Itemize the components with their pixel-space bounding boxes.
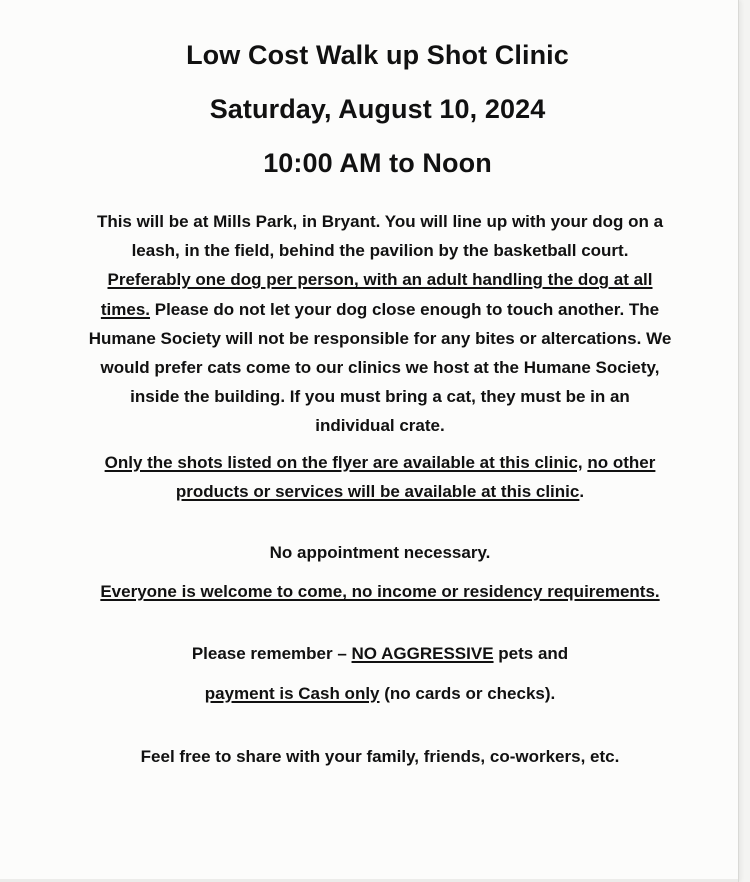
rule-underlined-text: Preferably one dog per person, with an adult handling the dog at all bbox=[107, 270, 653, 290]
everyone-welcome-text bbox=[42, 577, 718, 606]
payment-suffix: (no cards or checks). bbox=[379, 683, 556, 703]
shots-line-1 bbox=[42, 448, 718, 477]
title-line-1: Low Cost Walk up Shot Clinic bbox=[186, 40, 569, 70]
cats-line-2: inside the building. If you must bring a cat, they must be in an bbox=[130, 387, 630, 407]
location-line-2: leash, in the field, behind the pavilion by the basketball court. bbox=[131, 241, 629, 261]
reminder-line bbox=[42, 639, 718, 668]
rule-line-1 bbox=[42, 265, 718, 294]
payment-line bbox=[42, 679, 718, 708]
share-text: Feel free to share with your family, friends, co-workers, etc. bbox=[140, 746, 620, 766]
liability-line: Humane Society will not be responsible for any bites or altercations. We bbox=[88, 328, 672, 348]
shots-underlined-2: no other bbox=[587, 452, 656, 472]
payment-underlined: payment is Cash only bbox=[204, 683, 380, 703]
shots-line-2 bbox=[42, 477, 718, 506]
shots-paragraph bbox=[42, 448, 718, 506]
shots-line-2-end: . bbox=[579, 481, 585, 501]
shots-underlined-3: products or services will be available at this clinic bbox=[175, 481, 580, 501]
rule-underlined-times: times. bbox=[100, 299, 151, 319]
no-aggressive-text: NO AGGRESSIVE bbox=[351, 644, 494, 664]
rule-line-2 bbox=[42, 295, 718, 324]
no-appointment-text: No appointment necessary. bbox=[269, 543, 491, 563]
flyer-title bbox=[0, 28, 750, 190]
cats-line-3: individual crate. bbox=[315, 416, 445, 436]
title-line-2: Saturday, August 10, 2024 bbox=[209, 94, 546, 124]
flyer-body bbox=[42, 207, 718, 771]
cats-line-1: would prefer cats come to our clinics we host at the Humane Society, bbox=[100, 358, 660, 378]
everyone-welcome-underlined: Everyone is welcome to come, no income or residency requirements. bbox=[100, 582, 660, 602]
title-line-3: 10:00 AM to Noon bbox=[263, 148, 492, 178]
location-line-1: This will be at Mills Park, in Bryant. You will line up with your dog on a bbox=[96, 212, 664, 231]
location-paragraph bbox=[42, 207, 718, 441]
reminder-prefix: Please remember – bbox=[191, 644, 352, 664]
shots-underlined-1: Only the shots listed on the flyer are available at this clinic, bbox=[104, 452, 583, 472]
reminder-suffix: pets and bbox=[493, 644, 569, 664]
rule-line-2-rest: Please do not let your dog close enough to touch another. The bbox=[150, 299, 660, 319]
